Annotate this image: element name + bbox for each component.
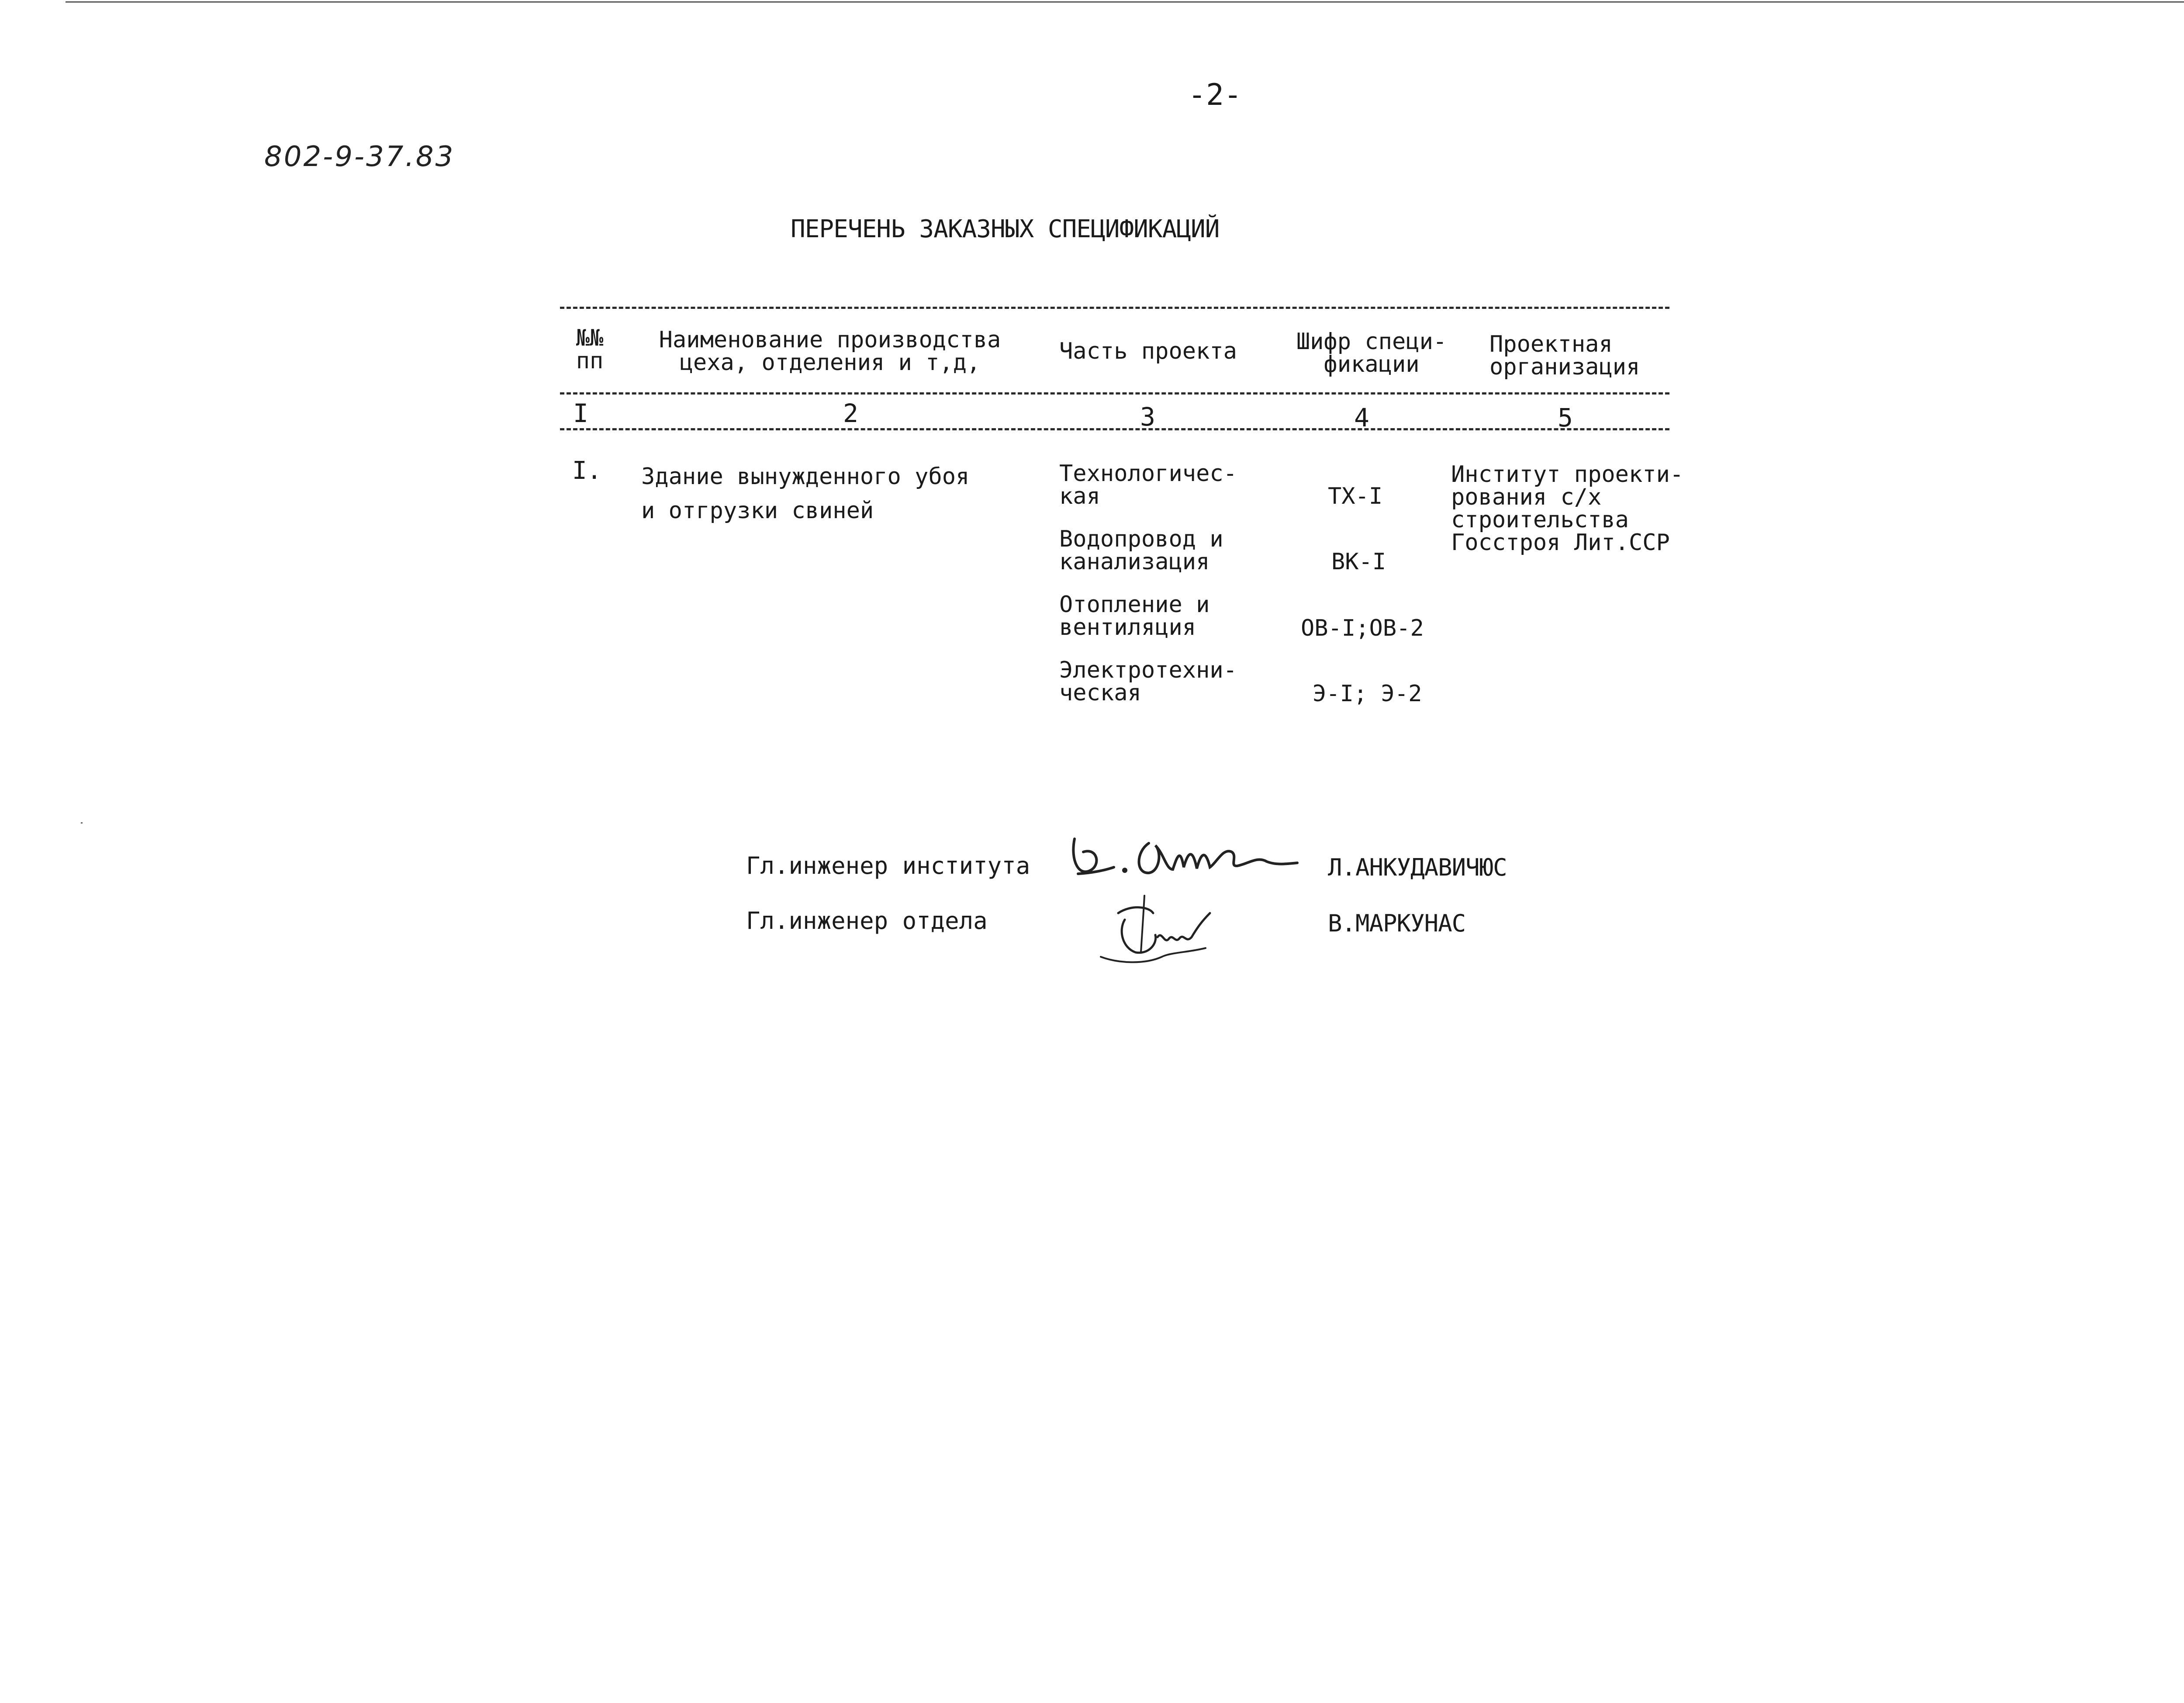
row-code-2: ВК-I — [1331, 549, 1386, 575]
row-code-1: ТХ-I — [1328, 483, 1383, 509]
column-number-5: 5 — [1558, 403, 1573, 433]
header-bottom-rule — [560, 392, 1669, 395]
row-part-1: Технологичес- кая — [1059, 460, 1237, 509]
column-numbers-bottom-rule — [560, 428, 1669, 430]
row-name: Здание вынужденного убоя и отгрузки свиней — [641, 464, 970, 524]
document-title: ПЕРЕЧЕНЬ ЗАКАЗНЫХ СПЕЦИФИКАЦИЙ — [791, 215, 1220, 243]
column-number-3: 3 — [1140, 402, 1155, 432]
signature-name-1: Л.АНКУДАВИЧЮС — [1328, 854, 1507, 881]
scan-top-edge-line — [66, 1, 2184, 3]
header-num: №№ пп — [576, 325, 604, 374]
header-org: Проектная организация — [1489, 331, 1640, 380]
row-code-3: ОВ-I;ОВ-2 — [1301, 615, 1424, 641]
row-part-3: Отопление и вентиляция — [1059, 592, 1210, 640]
signature-role-1: Гл.инженер института — [746, 852, 1030, 879]
signature-name-2: В.МАРКУНАС — [1328, 910, 1466, 937]
page-number: -2- — [1188, 78, 1242, 112]
document-code: 802-9-37.83 — [264, 141, 455, 173]
scan-speck — [81, 822, 83, 824]
header-code: Шифр специ- фикации — [1296, 329, 1447, 377]
handwritten-signature-1 — [1066, 821, 1302, 891]
column-number-4: 4 — [1354, 403, 1369, 433]
row-organization: Институт проекти- рования с/х строительства Госстроя Лит.ССР — [1451, 461, 1684, 556]
row-num: I. — [572, 457, 602, 485]
handwritten-signature-2 — [1092, 887, 1232, 974]
column-number-1: I — [573, 398, 588, 428]
row-code-4: Э-I; Э-2 — [1313, 681, 1422, 707]
row-part-4: Электротехни- ческая — [1059, 657, 1237, 706]
column-number-2: 2 — [843, 398, 858, 428]
table-top-rule — [560, 307, 1669, 309]
header-part: Часть проекта — [1059, 338, 1237, 364]
header-name: Наименование производства цеха, отделения и т,д, — [659, 327, 1001, 376]
row-part-2: Водопровод и канализация — [1059, 526, 1223, 575]
signature-role-2: Гл.инженер отдела — [746, 907, 988, 935]
